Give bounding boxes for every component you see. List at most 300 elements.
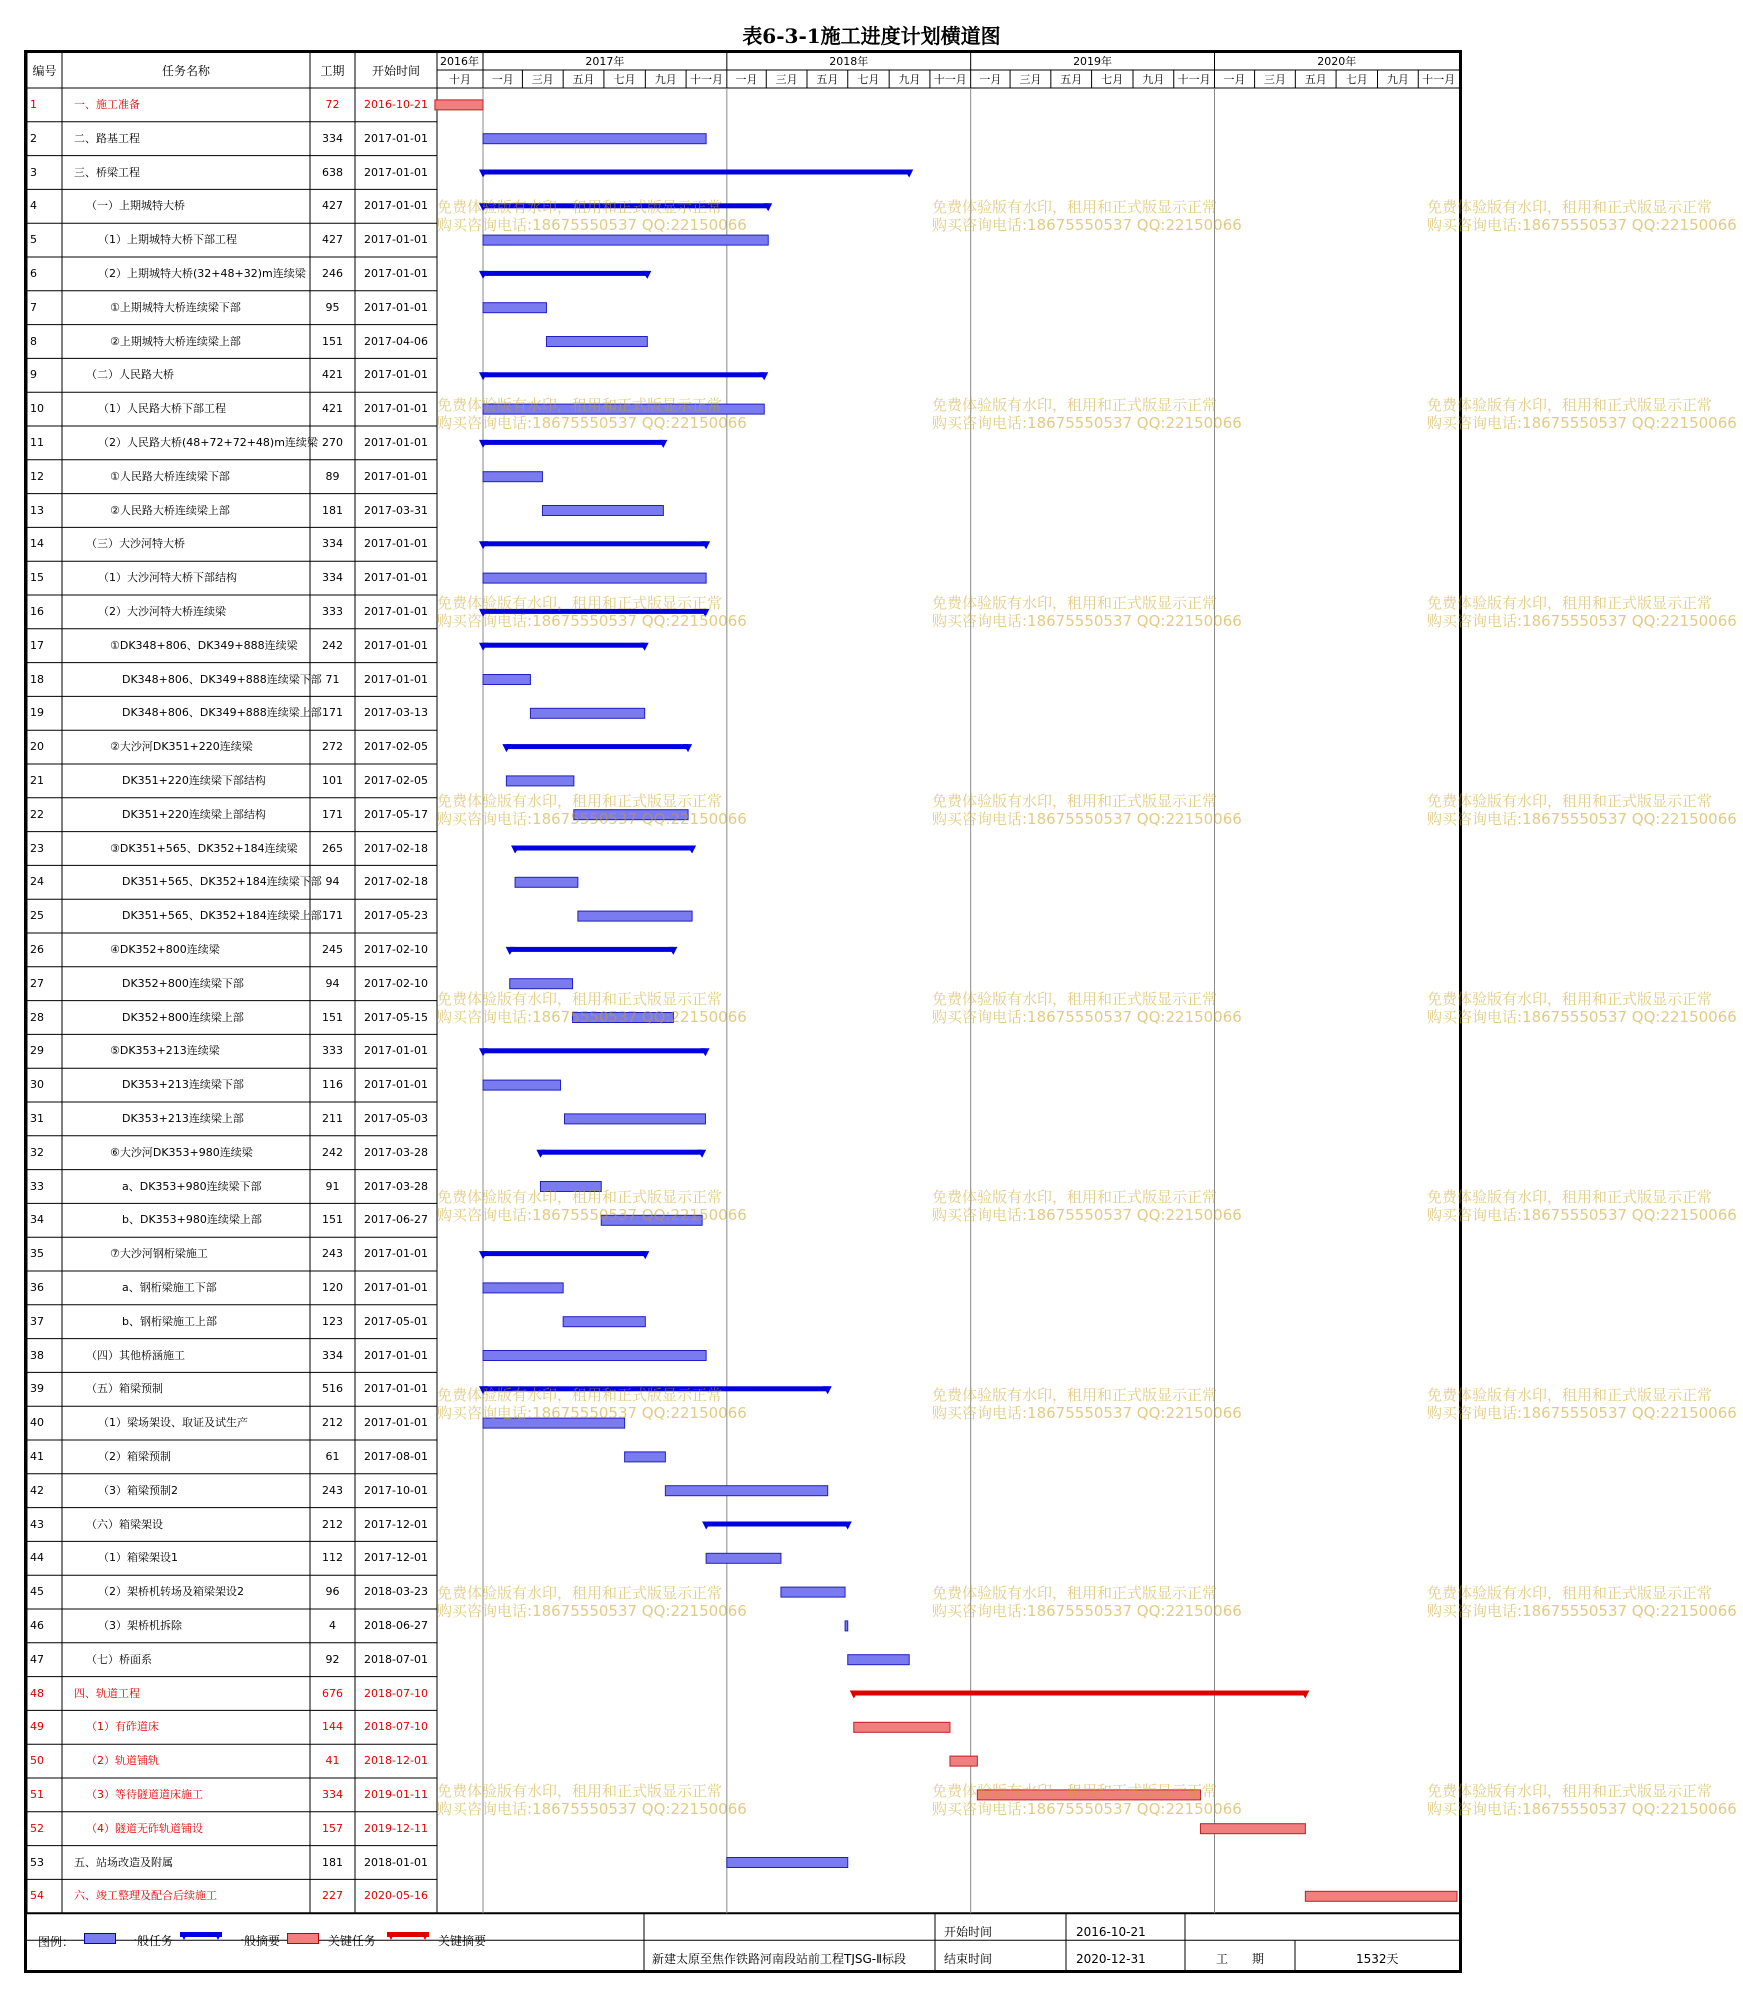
watermark-line1: 免费体验版有水印，租用和正式版显示正常 <box>932 792 1218 810</box>
watermark-line2: 购买咨询电话:18675550537 QQ:22150066 <box>1427 612 1737 630</box>
month-label: 十月 <box>449 74 471 85</box>
month-label: 九月 <box>898 74 921 85</box>
summary-bar <box>483 372 764 377</box>
task-name: DK348+806、DK349+888连续梁上部 <box>122 707 322 719</box>
task-id: 6 <box>30 267 37 279</box>
task-start: 2017-01-01 <box>364 1417 428 1429</box>
task-duration: 676 <box>322 1687 343 1699</box>
watermark-line2: 购买咨询电话:18675550537 QQ:22150066 <box>932 1404 1242 1422</box>
task-id: 41 <box>30 1450 44 1462</box>
task-id: 23 <box>30 842 44 854</box>
task-id: 43 <box>30 1518 44 1530</box>
task-name: （二）人民路大桥 <box>86 369 174 381</box>
task-name: （2）人民路大桥(48+72+72+48)m连续梁 <box>98 436 318 448</box>
task-id: 7 <box>30 301 37 313</box>
task-name: b、DK353+980连续梁上部 <box>122 1214 262 1226</box>
task-start: 2017-02-05 <box>364 774 428 786</box>
task-bar <box>574 810 688 820</box>
summary-bar <box>483 1048 705 1053</box>
task-duration: 246 <box>322 267 343 279</box>
task-bar <box>848 1655 909 1665</box>
task-id: 37 <box>30 1315 44 1327</box>
chart-title: 表6-3-1施工进度计划横道图 <box>742 24 1001 48</box>
task-duration: 270 <box>322 436 343 448</box>
task-start: 2017-01-01 <box>364 166 428 178</box>
task-duration: 72 <box>325 98 340 110</box>
watermark-line1: 免费体验版有水印，租用和正式版显示正常 <box>437 990 723 1008</box>
task-name: （六）箱梁架设 <box>86 1518 163 1530</box>
task-bar <box>515 877 578 887</box>
task-bar <box>977 1790 1200 1800</box>
task-id: 35 <box>30 1248 44 1260</box>
year-label: 2016年 <box>440 56 479 67</box>
task-bar <box>483 404 764 414</box>
task-start: 2017-03-31 <box>364 504 428 516</box>
header-start: 开始时间 <box>371 65 420 77</box>
task-id: 17 <box>30 639 44 651</box>
task-bar <box>601 1215 702 1225</box>
footer-end-label: 结束时间 <box>944 1953 993 1965</box>
task-duration: 334 <box>322 1349 343 1361</box>
task-duration: 171 <box>322 707 343 719</box>
watermark-line2: 购买咨询电话:18675550537 QQ:22150066 <box>932 414 1242 432</box>
task-name: DK352+800连续梁上部 <box>122 1011 244 1023</box>
task-id: 1 <box>30 98 37 110</box>
summary-bar <box>483 170 909 175</box>
task-duration: 243 <box>322 1484 343 1496</box>
task-name: ④DK352+800连续梁 <box>110 943 220 955</box>
task-duration: 242 <box>322 639 343 651</box>
watermark-line1: 免费体验版有水印，租用和正式版显示正常 <box>1427 1782 1713 1800</box>
task-start: 2017-02-10 <box>364 977 428 989</box>
task-bar <box>542 506 663 516</box>
task-name: 三、桥梁工程 <box>74 166 140 178</box>
task-name: ⑤DK353+213连续梁 <box>110 1045 220 1057</box>
task-name: （3）等待隧道道床施工 <box>86 1788 203 1800</box>
header-duration: 工期 <box>320 65 345 77</box>
task-start: 2018-03-23 <box>364 1586 428 1598</box>
task-id: 28 <box>30 1011 44 1023</box>
task-id: 14 <box>30 538 44 550</box>
task-duration: 101 <box>322 774 343 786</box>
month-label: 九月 <box>1142 74 1165 85</box>
task-start: 2017-05-23 <box>364 910 428 922</box>
task-name: a、DK353+980连续梁下部 <box>122 1180 262 1192</box>
task-name: （四）其他桥涵施工 <box>86 1349 185 1361</box>
task-start: 2017-12-01 <box>364 1552 428 1564</box>
task-name: （三）大沙河特大桥 <box>86 538 185 550</box>
task-name: 五、站场改造及附属 <box>74 1856 173 1868</box>
task-start: 2017-01-01 <box>364 436 428 448</box>
task-duration: 333 <box>322 1045 343 1057</box>
month-label: 九月 <box>1386 74 1409 85</box>
task-start: 2017-03-28 <box>364 1146 428 1158</box>
task-bar <box>727 1858 848 1868</box>
task-id: 53 <box>30 1856 44 1868</box>
month-label: 三月 <box>775 74 798 85</box>
watermark-line2: 购买咨询电话:18675550537 QQ:22150066 <box>437 1602 747 1620</box>
task-name: （2）箱梁预制 <box>98 1450 171 1462</box>
task-id: 15 <box>30 572 44 584</box>
watermark-line2: 购买咨询电话:18675550537 QQ:22150066 <box>437 1404 747 1422</box>
task-name: 一、施工准备 <box>74 98 140 110</box>
task-name: ①上期城特大桥连续梁下部 <box>110 301 241 313</box>
task-id: 21 <box>30 774 44 786</box>
watermark-line1: 免费体验版有水印，租用和正式版显示正常 <box>437 1188 723 1206</box>
task-start: 2018-12-01 <box>364 1755 428 1767</box>
task-id: 46 <box>30 1619 44 1631</box>
task-bar <box>1305 1891 1457 1901</box>
task-id: 20 <box>30 741 44 753</box>
task-bar <box>950 1756 977 1766</box>
task-start: 2017-05-17 <box>364 808 428 820</box>
legend-critical-summary: 关键摘要 <box>438 1934 487 1948</box>
task-duration: 95 <box>325 301 340 313</box>
task-name: （1）箱梁架设1 <box>98 1552 178 1564</box>
watermark-line1: 免费体验版有水印，租用和正式版显示正常 <box>1427 1386 1713 1404</box>
task-start: 2018-06-27 <box>364 1619 428 1631</box>
watermark-line1: 免费体验版有水印，租用和正式版显示正常 <box>437 1386 723 1404</box>
task-id: 34 <box>30 1214 44 1226</box>
task-name: DK351+565、DK352+184连续梁下部 <box>122 876 322 888</box>
watermark-line2: 购买咨询电话:18675550537 QQ:22150066 <box>437 1800 747 1818</box>
watermark-line2: 购买咨询电话:18675550537 QQ:22150066 <box>932 1008 1242 1026</box>
legend-critical-swatch <box>287 1933 319 1944</box>
task-id: 30 <box>30 1079 44 1091</box>
watermark-line1: 免费体验版有水印，租用和正式版显示正常 <box>932 1584 1218 1602</box>
watermark-line1: 免费体验版有水印，租用和正式版显示正常 <box>932 396 1218 414</box>
task-start: 2016-10-21 <box>364 98 428 110</box>
task-start: 2017-08-01 <box>364 1450 428 1462</box>
task-id: 42 <box>30 1484 44 1496</box>
summary-bar <box>483 643 645 648</box>
year-label: 2020年 <box>1317 56 1357 67</box>
watermark-line1: 免费体验版有水印，租用和正式版显示正常 <box>932 990 1218 1008</box>
task-id: 26 <box>30 943 44 955</box>
task-start: 2017-01-01 <box>364 1045 428 1057</box>
task-duration: 334 <box>322 132 343 144</box>
task-name: （2）大沙河特大桥连续梁 <box>98 605 226 617</box>
task-start: 2017-01-01 <box>364 572 428 584</box>
task-id: 31 <box>30 1112 44 1124</box>
task-start: 2017-03-28 <box>364 1180 428 1192</box>
task-duration: 89 <box>325 470 340 482</box>
summary-bar <box>483 1251 645 1256</box>
task-name: （1）大沙河特大桥下部结构 <box>98 572 237 584</box>
watermark-line2: 购买咨询电话:18675550537 QQ:22150066 <box>437 1206 747 1224</box>
task-bar <box>625 1452 666 1462</box>
task-start: 2017-01-01 <box>364 1248 428 1260</box>
footer-duration-label: 工 期 <box>1216 1953 1265 1965</box>
task-id: 9 <box>30 369 37 381</box>
month-label: 一月 <box>735 74 758 85</box>
task-bar <box>483 472 542 482</box>
task-name: DK348+806、DK349+888连续梁下部 <box>122 673 322 685</box>
task-bar <box>578 911 692 921</box>
month-label: 五月 <box>572 74 595 85</box>
watermark-line2: 购买咨询电话:18675550537 QQ:22150066 <box>932 1602 1242 1620</box>
task-duration: 243 <box>322 1248 343 1260</box>
watermark-line1: 免费体验版有水印，租用和正式版显示正常 <box>437 792 723 810</box>
task-duration: 272 <box>322 741 343 753</box>
task-id: 5 <box>30 234 37 246</box>
task-duration: 157 <box>322 1822 343 1834</box>
summary-bar <box>483 203 768 208</box>
task-id: 47 <box>30 1653 44 1665</box>
task-duration: 92 <box>325 1653 340 1665</box>
task-id: 54 <box>30 1890 44 1902</box>
task-id: 3 <box>30 166 37 178</box>
task-bar <box>510 979 573 989</box>
summary-bar <box>483 1386 828 1391</box>
month-label: 十一月 <box>1177 74 1211 85</box>
task-name: DK351+565、DK352+184连续梁上部 <box>122 910 322 922</box>
legend-normal: 一般任务 <box>125 1934 174 1948</box>
task-id: 39 <box>30 1383 44 1395</box>
task-name: （五）箱梁预制 <box>86 1383 163 1395</box>
month-label: 七月 <box>1101 74 1124 85</box>
task-id: 36 <box>30 1281 44 1293</box>
task-duration: 91 <box>325 1180 340 1192</box>
task-id: 48 <box>30 1687 44 1699</box>
task-bar <box>845 1621 848 1631</box>
task-start: 2017-05-01 <box>364 1315 428 1327</box>
task-bar <box>781 1587 845 1597</box>
task-bar <box>665 1486 827 1496</box>
task-name: （1）梁场架设、取证及试生产 <box>98 1417 248 1429</box>
task-name: 四、轨道工程 <box>74 1687 140 1699</box>
task-start: 2017-03-13 <box>364 707 428 719</box>
task-bar <box>483 675 530 685</box>
legend-summary: 一般摘要 <box>232 1934 281 1948</box>
month-label: 七月 <box>613 74 636 85</box>
task-name: 二、路基工程 <box>74 132 140 144</box>
month-label: 一月 <box>979 74 1002 85</box>
month-label: 九月 <box>654 74 677 85</box>
watermark-line1: 免费体验版有水印，租用和正式版显示正常 <box>437 594 723 612</box>
task-id: 33 <box>30 1180 44 1192</box>
task-name: （1）人民路大桥下部工程 <box>98 403 226 415</box>
watermark-line2: 购买咨询电话:18675550537 QQ:22150066 <box>437 216 747 234</box>
task-start: 2017-02-18 <box>364 842 428 854</box>
task-start: 2017-01-01 <box>364 1383 428 1395</box>
task-id: 40 <box>30 1417 44 1429</box>
task-duration: 61 <box>325 1450 340 1462</box>
task-duration: 427 <box>322 234 343 246</box>
footer-duration-value: 1532天 <box>1356 1953 1399 1965</box>
task-duration: 144 <box>322 1721 343 1733</box>
month-label: 三月 <box>1263 74 1286 85</box>
task-duration: 71 <box>325 673 340 685</box>
task-duration: 41 <box>325 1755 340 1767</box>
task-bar <box>563 1317 645 1327</box>
month-label: 一月 <box>491 74 514 85</box>
summary-bar <box>483 271 647 276</box>
task-id: 4 <box>30 200 37 212</box>
task-start: 2017-01-01 <box>364 673 428 685</box>
month-label: 十一月 <box>1422 74 1456 85</box>
task-name: 六、竣工整理及配合后续施工 <box>74 1890 217 1902</box>
task-duration: 212 <box>322 1417 343 1429</box>
task-name: ②大沙河DK351+220连续梁 <box>110 741 253 753</box>
month-label: 七月 <box>1345 74 1368 85</box>
summary-bar <box>483 541 706 546</box>
task-start: 2017-01-01 <box>364 1079 428 1091</box>
task-duration: 421 <box>322 403 343 415</box>
task-bar <box>565 1114 706 1124</box>
task-duration: 421 <box>322 369 343 381</box>
task-name: （七）桥面系 <box>86 1653 152 1665</box>
task-duration: 265 <box>322 842 343 854</box>
task-start: 2017-01-01 <box>364 470 428 482</box>
watermark-line2: 购买咨询电话:18675550537 QQ:22150066 <box>1427 1404 1737 1422</box>
task-start: 2017-02-05 <box>364 741 428 753</box>
task-id: 2 <box>30 132 37 144</box>
year-label: 2017年 <box>585 56 625 67</box>
month-label: 七月 <box>857 74 880 85</box>
summary-bar <box>483 609 705 614</box>
task-duration: 120 <box>322 1281 343 1293</box>
task-bar <box>530 708 644 718</box>
task-start: 2018-01-01 <box>364 1856 428 1868</box>
task-bar <box>1200 1824 1305 1834</box>
task-id: 11 <box>30 436 44 448</box>
watermark-line1: 免费体验版有水印，租用和正式版显示正常 <box>932 594 1218 612</box>
task-duration: 116 <box>322 1079 343 1091</box>
month-label: 一月 <box>1223 74 1246 85</box>
task-start: 2019-01-11 <box>364 1788 428 1800</box>
watermark-line2: 购买咨询电话:18675550537 QQ:22150066 <box>932 612 1242 630</box>
task-start: 2018-07-10 <box>364 1687 428 1699</box>
task-bar <box>483 1418 625 1428</box>
task-bar <box>483 1351 706 1361</box>
task-start: 2017-01-01 <box>364 301 428 313</box>
task-name: （2）架桥机转场及箱梁架设2 <box>98 1586 244 1598</box>
summary-bar <box>506 744 688 749</box>
summary-bar <box>706 1522 848 1527</box>
watermark-line1: 免费体验版有水印，租用和正式版显示正常 <box>437 1584 723 1602</box>
task-bar <box>854 1722 950 1732</box>
task-id: 25 <box>30 910 44 922</box>
task-bar <box>706 1553 781 1563</box>
watermark-line1: 免费体验版有水印，租用和正式版显示正常 <box>1427 198 1713 216</box>
task-bar <box>435 100 483 110</box>
task-start: 2017-01-01 <box>364 538 428 550</box>
task-name: （3）箱梁预制2 <box>98 1484 178 1496</box>
task-duration: 96 <box>325 1586 340 1598</box>
task-name: a、钢桁梁施工下部 <box>122 1281 217 1293</box>
task-name: （4）隧道无砟轨道铺设 <box>86 1822 203 1834</box>
task-start: 2017-01-01 <box>364 267 428 279</box>
task-bar <box>483 1080 560 1090</box>
task-bar <box>483 235 768 245</box>
task-name: DK353+213连续梁下部 <box>122 1079 244 1091</box>
task-id: 29 <box>30 1045 44 1057</box>
month-label: 五月 <box>1060 74 1083 85</box>
task-duration: 227 <box>322 1890 343 1902</box>
watermark-line2: 购买咨询电话:18675550537 QQ:22150066 <box>1427 1800 1737 1818</box>
task-duration: 211 <box>322 1112 343 1124</box>
task-id: 24 <box>30 876 44 888</box>
task-name: DK351+220连续梁下部结构 <box>122 774 266 786</box>
watermark-line2: 购买咨询电话:18675550537 QQ:22150066 <box>1427 1008 1737 1026</box>
task-start: 2018-07-01 <box>364 1653 428 1665</box>
task-name: ①人民路大桥连续梁下部 <box>110 470 230 482</box>
task-bar <box>483 1283 563 1293</box>
task-id: 49 <box>30 1721 44 1733</box>
watermark-line2: 购买咨询电话:18675550537 QQ:22150066 <box>437 414 747 432</box>
watermark-line2: 购买咨询电话:18675550537 QQ:22150066 <box>437 810 747 828</box>
task-name: ⑥大沙河DK353+980连续梁 <box>110 1146 253 1158</box>
year-label: 2018年 <box>829 56 869 67</box>
year-label: 2019年 <box>1073 56 1113 67</box>
task-start: 2017-05-15 <box>364 1011 428 1023</box>
task-duration: 4 <box>329 1619 336 1631</box>
task-duration: 638 <box>322 166 343 178</box>
task-id: 12 <box>30 470 44 482</box>
task-duration: 427 <box>322 200 343 212</box>
footer-project: 新建太原至焦作铁路河南段站前工程TJSG-Ⅱ标段 <box>652 1953 907 1965</box>
month-label: 五月 <box>816 74 839 85</box>
month-label: 十一月 <box>689 74 723 85</box>
task-start: 2017-02-10 <box>364 943 428 955</box>
summary-bar <box>510 947 674 952</box>
task-duration: 112 <box>322 1552 343 1564</box>
task-duration: 334 <box>322 1788 343 1800</box>
task-id: 10 <box>30 403 44 415</box>
watermark-line2: 购买咨询电话:18675550537 QQ:22150066 <box>1427 1602 1737 1620</box>
task-duration: 334 <box>322 538 343 550</box>
watermark-line1: 免费体验版有水印，租用和正式版显示正常 <box>437 1782 723 1800</box>
task-start: 2017-01-01 <box>364 639 428 651</box>
task-name: ②上期城特大桥连续梁上部 <box>110 335 241 347</box>
task-start: 2017-05-03 <box>364 1112 428 1124</box>
header-id: 编号 <box>32 65 57 77</box>
watermark-line2: 购买咨询电话:18675550537 QQ:22150066 <box>932 216 1242 234</box>
watermark-line1: 免费体验版有水印，租用和正式版显示正常 <box>1427 1188 1713 1206</box>
task-name: （3）架桥机拆除 <box>98 1619 182 1631</box>
task-duration: 151 <box>322 1011 343 1023</box>
task-duration: 123 <box>322 1315 343 1327</box>
task-duration: 516 <box>322 1383 343 1395</box>
task-start: 2017-12-01 <box>364 1518 428 1530</box>
task-id: 50 <box>30 1755 44 1767</box>
task-id: 8 <box>30 335 37 347</box>
task-bar <box>483 303 546 313</box>
task-name: b、钢桁梁施工上部 <box>122 1315 217 1327</box>
task-id: 27 <box>30 977 44 989</box>
task-duration: 94 <box>325 876 340 888</box>
task-id: 32 <box>30 1146 44 1158</box>
header-name: 任务名称 <box>161 65 210 77</box>
watermark-line1: 免费体验版有水印，租用和正式版显示正常 <box>437 198 723 216</box>
task-duration: 171 <box>322 808 343 820</box>
footer-end-value: 2020-12-31 <box>1076 1953 1146 1965</box>
summary-bar <box>854 1691 1306 1696</box>
task-start: 2019-12-11 <box>364 1822 428 1834</box>
task-name: ②人民路大桥连续梁上部 <box>110 504 230 516</box>
task-start: 2017-10-01 <box>364 1484 428 1496</box>
watermark-line1: 免费体验版有水印，租用和正式版显示正常 <box>932 198 1218 216</box>
task-id: 22 <box>30 808 44 820</box>
task-id: 18 <box>30 673 44 685</box>
watermark-line2: 购买咨询电话:18675550537 QQ:22150066 <box>437 1008 747 1026</box>
task-bar <box>546 337 647 347</box>
task-bar <box>506 776 573 786</box>
month-label: 五月 <box>1304 74 1327 85</box>
task-id: 51 <box>30 1788 44 1800</box>
task-start: 2018-07-10 <box>364 1721 428 1733</box>
